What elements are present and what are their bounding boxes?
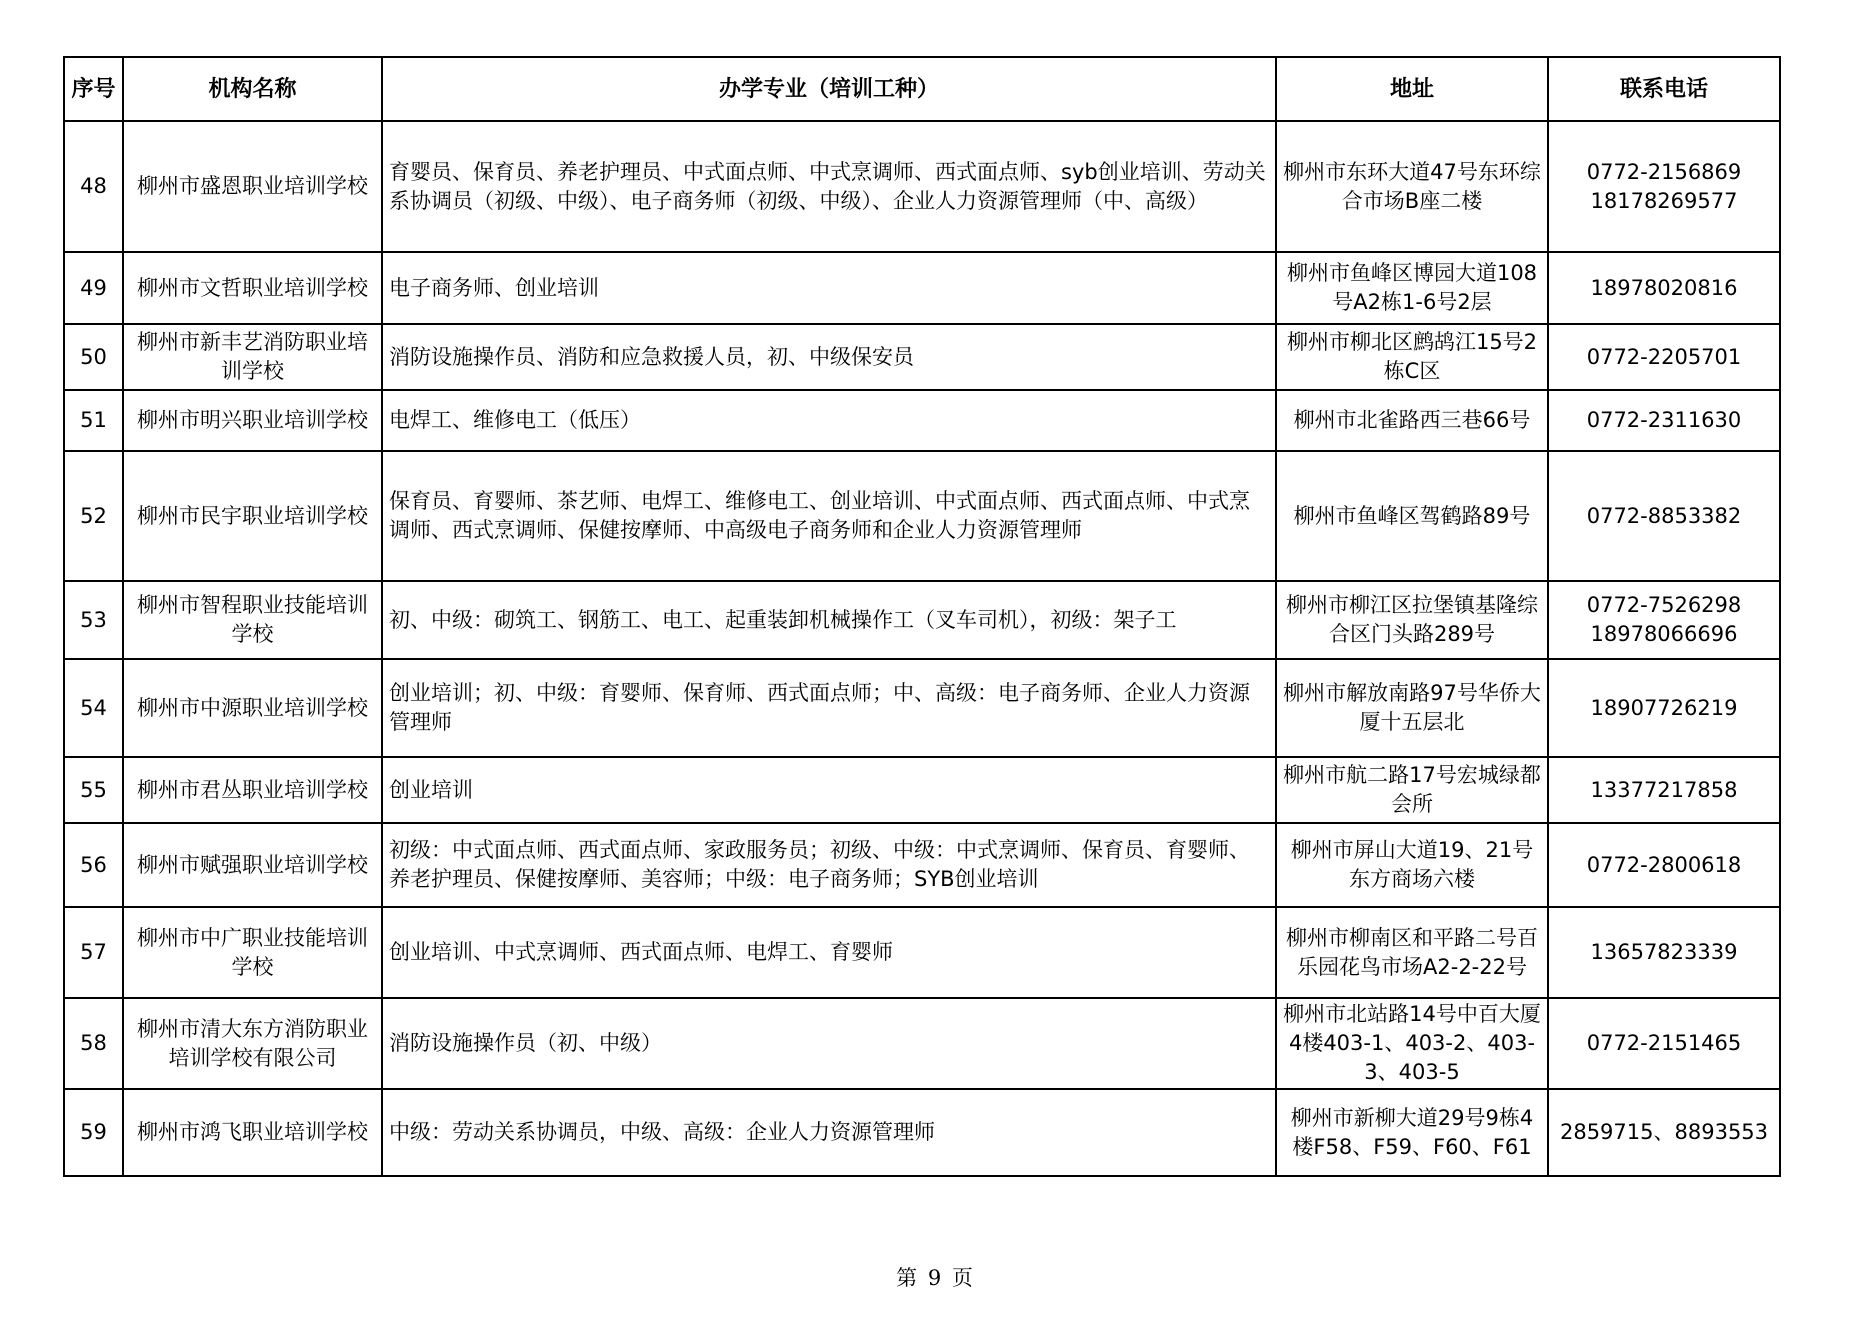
table-header-row	[64, 57, 1780, 121]
cell-address: 柳州市航二路17号宏城绿都会所	[1276, 757, 1548, 823]
cell-institution-name: 柳州市赋强职业培训学校	[123, 823, 382, 907]
cell-institution-name: 柳州市清大东方消防职业培训学校有限公司	[123, 998, 382, 1089]
cell-institution-name: 柳州市文哲职业培训学校	[123, 252, 382, 324]
cell-institution-name: 柳州市中源职业培训学校	[123, 659, 382, 757]
cell-institution-name: 柳州市鸿飞职业培训学校	[123, 1089, 382, 1176]
cell-phone: 2859715、8893553	[1548, 1089, 1780, 1176]
cell-serial-number: 51	[64, 390, 123, 451]
cell-institution-name: 柳州市君丛职业培训学校	[123, 757, 382, 823]
cell-phone: 0772-8853382	[1548, 451, 1780, 581]
table-row	[64, 390, 1780, 451]
cell-phone: 0772-7526298 18978066696	[1548, 581, 1780, 659]
cell-serial-number: 52	[64, 451, 123, 581]
cell-address: 柳州市鱼峰区驾鹤路89号	[1276, 451, 1548, 581]
cell-serial-number: 55	[64, 757, 123, 823]
header-address: 地址	[1276, 57, 1548, 121]
cell-address: 柳州市东环大道47号东环综合市场B座二楼	[1276, 121, 1548, 252]
header-institution-name: 机构名称	[123, 57, 382, 121]
header-phone: 联系电话	[1548, 57, 1780, 121]
cell-training-majors: 消防设施操作员（初、中级）	[382, 998, 1276, 1089]
table-row	[64, 659, 1780, 757]
cell-serial-number: 48	[64, 121, 123, 252]
table-row	[64, 121, 1780, 252]
cell-address: 柳州市柳南区和平路二号百乐园花鸟市场A2-2-22号	[1276, 907, 1548, 998]
cell-institution-name: 柳州市明兴职业培训学校	[123, 390, 382, 451]
table-row	[64, 757, 1780, 823]
cell-institution-name: 柳州市中广职业技能培训学校	[123, 907, 382, 998]
cell-training-majors: 初、中级：砌筑工、钢筋工、电工、起重装卸机械操作工（叉车司机），初级：架子工	[382, 581, 1276, 659]
table-row	[64, 1089, 1780, 1176]
cell-address: 柳州市北站路14号中百大厦4楼403-1、403-2、403-3、403-5	[1276, 998, 1548, 1089]
table-row	[64, 252, 1780, 324]
cell-phone: 0772-2205701	[1548, 324, 1780, 390]
cell-serial-number: 49	[64, 252, 123, 324]
cell-training-majors: 中级：劳动关系协调员，中级、高级：企业人力资源管理师	[382, 1089, 1276, 1176]
table-row	[64, 823, 1780, 907]
cell-serial-number: 54	[64, 659, 123, 757]
cell-institution-name: 柳州市智程职业技能培训学校	[123, 581, 382, 659]
cell-address: 柳州市柳江区拉堡镇基隆综合区门头路289号	[1276, 581, 1548, 659]
cell-training-majors: 创业培训；初、中级：育婴师、保育师、西式面点师；中、高级：电子商务师、企业人力资源管理师	[382, 659, 1276, 757]
cell-phone: 0772-2156869 18178269577	[1548, 121, 1780, 252]
cell-training-majors: 育婴员、保育员、养老护理员、中式面点师、中式烹调师、西式面点师、syb创业培训、劳动关系协调员（初级、中级）、电子商务师（初级、中级）、企业人力资源管理师（中、高级）	[382, 121, 1276, 252]
cell-phone: 0772-2311630	[1548, 390, 1780, 451]
cell-training-majors: 电子商务师、创业培训	[382, 252, 1276, 324]
cell-serial-number: 57	[64, 907, 123, 998]
cell-institution-name: 柳州市盛恩职业培训学校	[123, 121, 382, 252]
cell-address: 柳州市屏山大道19、21号东方商场六楼	[1276, 823, 1548, 907]
cell-address: 柳州市鱼峰区博园大道108号A2栋1-6号2层	[1276, 252, 1548, 324]
cell-training-majors: 保育员、育婴师、茶艺师、电焊工、维修电工、创业培训、中式面点师、西式面点师、中式烹调师、西式烹调师、保健按摩师、中高级电子商务师和企业人力资源管理师	[382, 451, 1276, 581]
cell-institution-name: 柳州市民宇职业培训学校	[123, 451, 382, 581]
cell-address: 柳州市解放南路97号华侨大厦十五层北	[1276, 659, 1548, 757]
cell-serial-number: 59	[64, 1089, 123, 1176]
cell-address: 柳州市北雀路西三巷66号	[1276, 390, 1548, 451]
cell-phone: 18978020816	[1548, 252, 1780, 324]
cell-training-majors: 初级：中式面点师、西式面点师、家政服务员；初级、中级：中式烹调师、保育员、育婴师、养老护理员、保健按摩师、美容师；中级：电子商务师；SYB创业培训	[382, 823, 1276, 907]
header-serial-number: 序号	[64, 57, 123, 121]
cell-training-majors: 消防设施操作员、消防和应急救援人员，初、中级保安员	[382, 324, 1276, 390]
cell-serial-number: 58	[64, 998, 123, 1089]
cell-serial-number: 53	[64, 581, 123, 659]
cell-training-majors: 创业培训、中式烹调师、西式面点师、电焊工、育婴师	[382, 907, 1276, 998]
table-row	[64, 998, 1780, 1089]
table-row	[64, 907, 1780, 998]
cell-phone: 13377217858	[1548, 757, 1780, 823]
cell-phone: 0772-2800618	[1548, 823, 1780, 907]
table-row	[64, 324, 1780, 390]
cell-address: 柳州市柳北区鹧鸪江15号2栋C区	[1276, 324, 1548, 390]
page-number: 第 9 页	[896, 1266, 975, 1290]
cell-serial-number: 50	[64, 324, 123, 390]
cell-training-majors: 创业培训	[382, 757, 1276, 823]
cell-phone: 13657823339	[1548, 907, 1780, 998]
institution-table	[63, 56, 1781, 1177]
cell-phone: 18907726219	[1548, 659, 1780, 757]
table-row	[64, 451, 1780, 581]
institution-table-container	[63, 56, 1779, 1177]
cell-serial-number: 56	[64, 823, 123, 907]
cell-training-majors: 电焊工、维修电工（低压）	[382, 390, 1276, 451]
header-training-majors: 办学专业（培训工种）	[382, 57, 1276, 121]
cell-phone: 0772-2151465	[1548, 998, 1780, 1089]
table-row	[64, 581, 1780, 659]
cell-institution-name: 柳州市新丰艺消防职业培训学校	[123, 324, 382, 390]
cell-address: 柳州市新柳大道29号9栋4楼F58、F59、F60、F61	[1276, 1089, 1548, 1176]
